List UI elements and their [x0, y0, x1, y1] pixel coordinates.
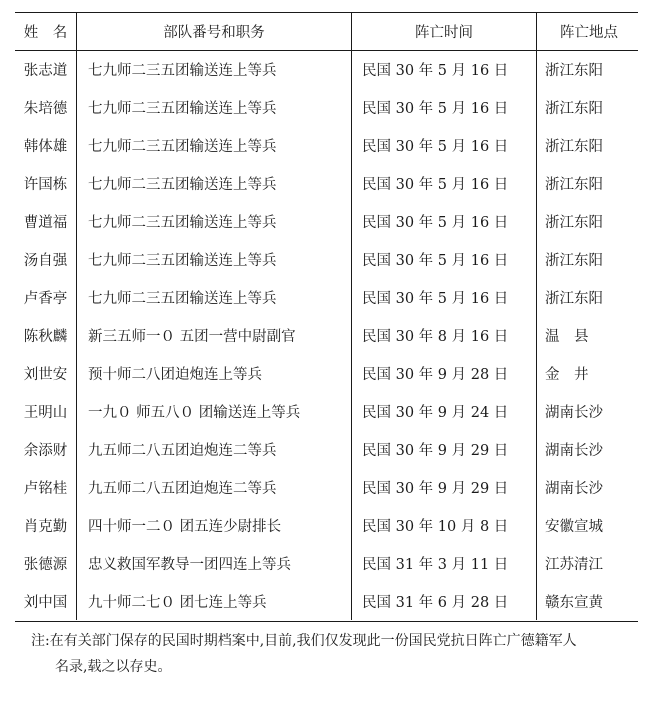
cell-name: 肖克勤	[23, 518, 68, 535]
table-row	[15, 354, 641, 392]
cell-name: 陈秋麟	[23, 328, 68, 345]
cell-place: 浙江东阳	[537, 278, 642, 316]
cell-unit: 预十师二八团迫炮连上等兵	[77, 354, 352, 392]
cell-name: 汤自强	[23, 252, 68, 269]
cell-date: 民国 30 年 9 月 29 日	[352, 468, 537, 506]
cell-date: 民国 31 年 3 月 11 日	[352, 544, 537, 582]
cell-place: 浙江东阳	[537, 50, 642, 88]
cell-unit: 七九师二三五团输送连上等兵	[77, 50, 352, 88]
cell-name: 余添财	[23, 442, 68, 459]
cell-place: 浙江东阳	[537, 88, 642, 126]
cell-unit: 四十师一二０ 团五连少尉排长	[77, 506, 352, 544]
table-row	[15, 544, 641, 582]
header-place: 阵亡地点	[537, 13, 642, 50]
table-row	[15, 316, 641, 354]
cell-name: 曹道福	[23, 214, 68, 231]
cell-date: 民国 30 年 9 月 29 日	[352, 430, 537, 468]
casualty-table	[15, 13, 641, 620]
cell-date: 民国 30 年 5 月 16 日	[352, 126, 537, 164]
cell-date: 民国 30 年 5 月 16 日	[352, 278, 537, 316]
table-row	[15, 430, 641, 468]
table-row	[15, 164, 641, 202]
cell-unit: 七九师二三五团输送连上等兵	[77, 240, 352, 278]
table-row	[15, 88, 641, 126]
cell-date: 民国 30 年 5 月 16 日	[352, 50, 537, 88]
table-row	[15, 50, 641, 88]
cell-unit: 忠义救国军教导一团四连上等兵	[77, 544, 352, 582]
cell-unit: 九五师二八五团迫炮连二等兵	[77, 430, 352, 468]
cell-place: 安徽宣城	[537, 506, 642, 544]
cell-name: 许国栋	[23, 176, 68, 193]
table-row	[15, 278, 641, 316]
cell-place: 江苏清江	[537, 544, 642, 582]
cell-date: 民国 31 年 6 月 28 日	[352, 582, 537, 620]
table-bottom-rule	[15, 621, 638, 622]
footnote	[31, 628, 651, 680]
cell-place: 浙江东阳	[537, 240, 642, 278]
cell-name: 刘中国	[23, 594, 68, 611]
cell-unit: 七九师二三五团输送连上等兵	[77, 278, 352, 316]
cell-date: 民国 30 年 5 月 16 日	[352, 240, 537, 278]
table-row	[15, 582, 641, 620]
cell-place: 赣东宣黄	[537, 582, 642, 620]
cell-name: 卢香亭	[23, 290, 68, 307]
cell-unit: 七九师二三五团输送连上等兵	[77, 88, 352, 126]
cell-unit: 七九师二三五团输送连上等兵	[77, 126, 352, 164]
header-name: 姓 名	[23, 25, 68, 41]
cell-name: 卢铭桂	[23, 480, 68, 497]
cell-place: 金 井	[537, 354, 642, 392]
cell-name: 刘世安	[23, 366, 68, 383]
footnote-line-1: 注:在有关部门保存的民国时期档案中,目前,我们仅发现此一份国民党抗日阵亡广德籍军人	[31, 633, 577, 649]
cell-unit: 九十师二七０ 团七连上等兵	[77, 582, 352, 620]
table-header-row	[15, 13, 641, 50]
cell-place: 温 县	[537, 316, 642, 354]
cell-unit: 九五师二八五团迫炮连二等兵	[77, 468, 352, 506]
table-row	[15, 506, 641, 544]
cell-date: 民国 30 年 9 月 24 日	[352, 392, 537, 430]
cell-place: 湖南长沙	[537, 468, 642, 506]
cell-name: 王明山	[23, 404, 68, 421]
table-row	[15, 392, 641, 430]
table-row	[15, 468, 641, 506]
cell-place: 浙江东阳	[537, 164, 642, 202]
cell-date: 民国 30 年 8 月 16 日	[352, 316, 537, 354]
table-row	[15, 126, 641, 164]
cell-date: 民国 30 年 5 月 16 日	[352, 164, 537, 202]
table-row	[15, 240, 641, 278]
cell-unit: 新三五师一０ 五团一营中尉副官	[77, 316, 352, 354]
header-date: 阵亡时间	[352, 13, 537, 50]
cell-name: 张志道	[23, 62, 68, 79]
cell-date: 民国 30 年 5 月 16 日	[352, 202, 537, 240]
cell-name: 张德源	[23, 556, 68, 573]
cell-place: 浙江东阳	[537, 126, 642, 164]
cell-name: 韩体雄	[23, 138, 68, 155]
cell-place: 湖南长沙	[537, 392, 642, 430]
header-unit: 部队番号和职务	[77, 13, 352, 50]
cell-unit: 七九师二三五团输送连上等兵	[77, 164, 352, 202]
cell-name: 朱培德	[23, 100, 68, 117]
cell-date: 民国 30 年 5 月 16 日	[352, 88, 537, 126]
cell-date: 民国 30 年 10 月 8 日	[352, 506, 537, 544]
cell-unit: 七九师二三五团输送连上等兵	[77, 202, 352, 240]
table-row	[15, 202, 641, 240]
footnote-line-2: 名录,载之以存史。	[55, 659, 172, 675]
cell-place: 浙江东阳	[537, 202, 642, 240]
cell-place: 湖南长沙	[537, 430, 642, 468]
cell-unit: 一九０ 师五八０ 团输送连上等兵	[77, 392, 352, 430]
cell-date: 民国 30 年 9 月 28 日	[352, 354, 537, 392]
